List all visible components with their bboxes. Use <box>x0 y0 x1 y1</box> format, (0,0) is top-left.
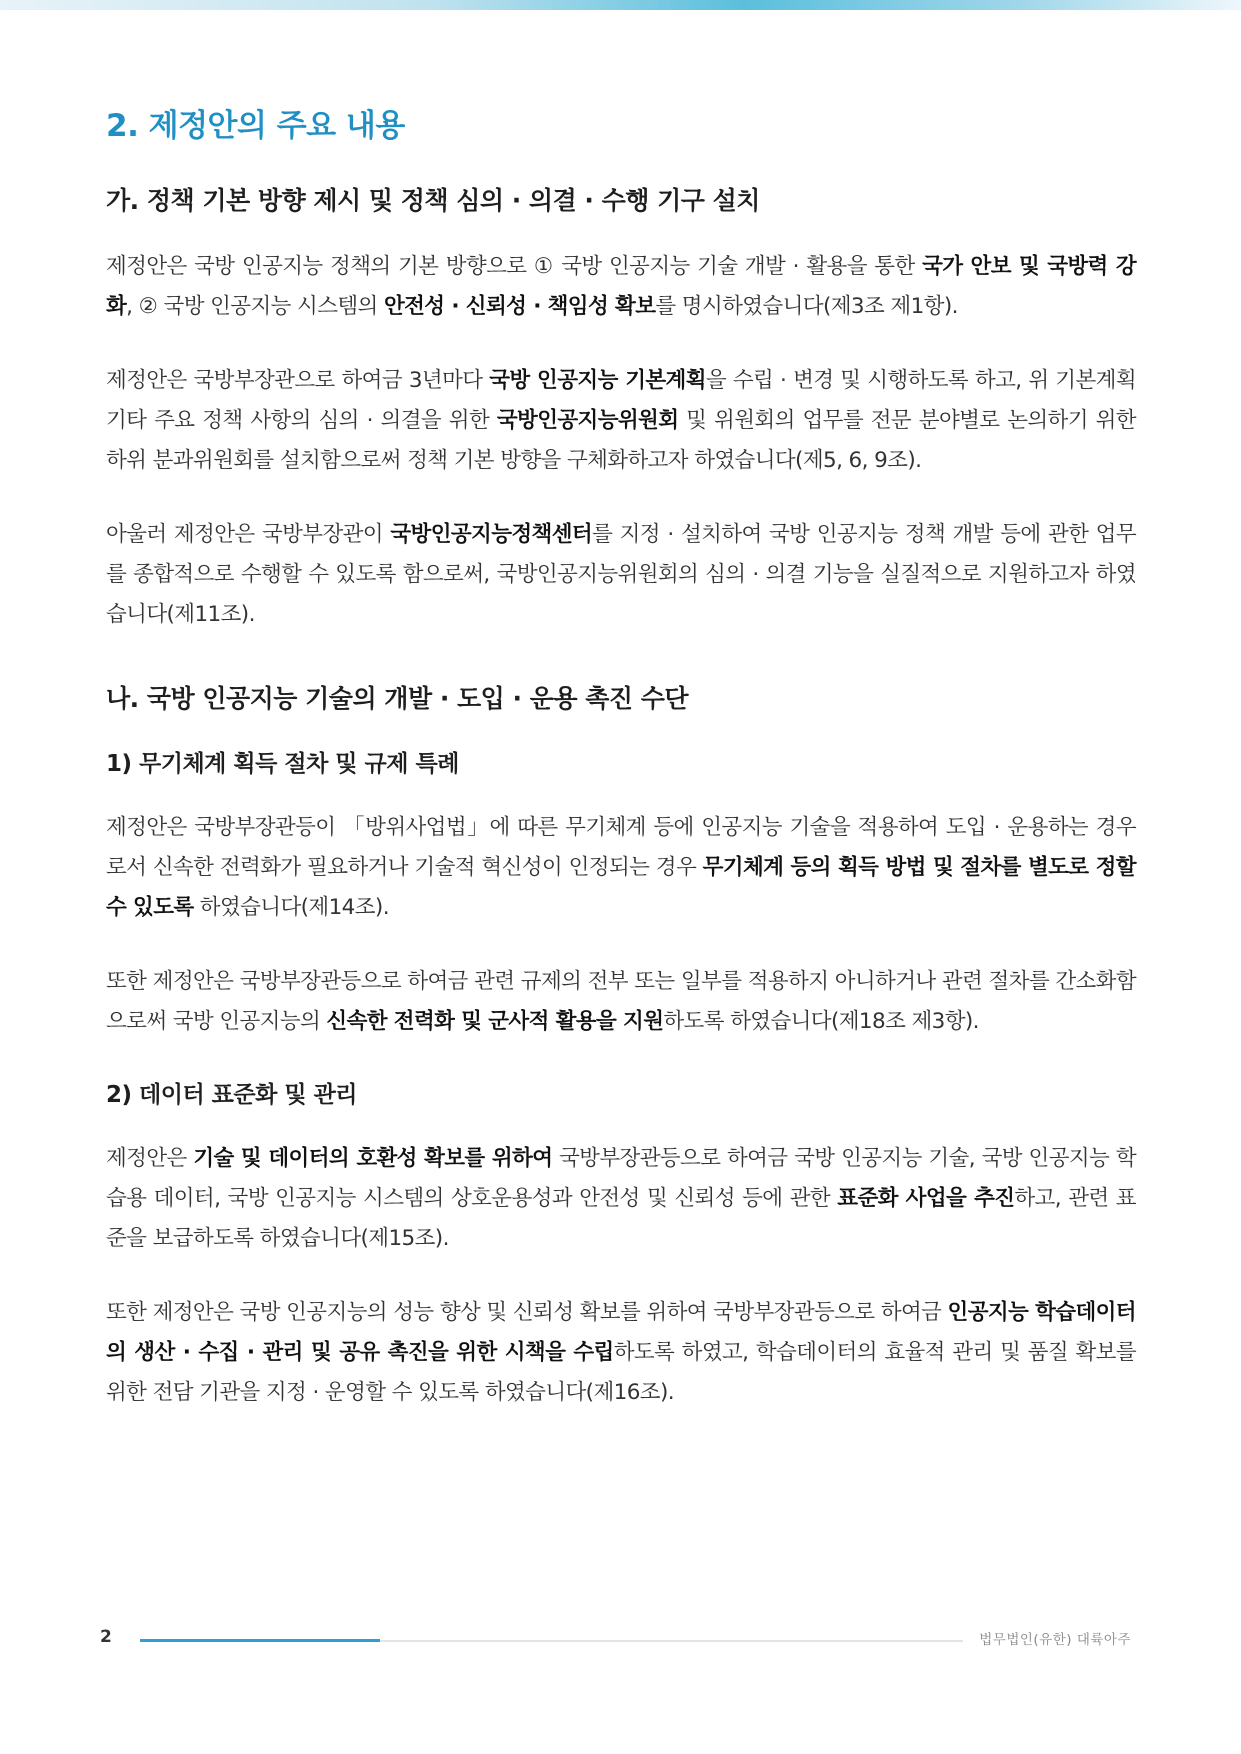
bold-run: 인공지능 학습데이터의 생산 · 수집 · 관리 및 공유 촉진을 위한 시책을 수립 <box>106 1300 1136 1365</box>
bold-run: 국방인공지능위원회 <box>496 408 679 433</box>
item-1-title: 1) 무기체계 획득 절차 및 규제 특례 <box>106 751 459 777</box>
paragraph-na-2-1 <box>106 1139 1136 1259</box>
top-gradient-band <box>0 0 1241 10</box>
text-run: 제정안은 국방부장관으로 하여금 3년마다 <box>106 368 490 393</box>
item-2-title: 2) 데이터 표준화 및 관리 <box>106 1082 358 1108</box>
subsection-ga-title: 가. 정책 기본 방향 제시 및 정책 심의 · 의결 · 수행 기구 설치 <box>106 186 760 215</box>
bold-run: 신속한 전력화 및 군사적 활용을 지원 <box>326 1009 664 1034</box>
text-run: , ② 국방 인공지능 시스템의 <box>126 294 384 319</box>
text-run: 하도록 하였고, 학습데이터의 효율적 관리 및 품질 확보를 위한 전담 기관을 지정 · 운영할 수 있도록 하였습니다(제16조). <box>106 1340 1136 1405</box>
paragraph-ga-2 <box>106 361 1136 481</box>
text-run: 를 지정 · 설치하여 국방 인공지능 정책 개발 등에 관한 업무를 종합적으로 수행할 수 있도록 함으로써, 국방인공지능위원회의 심의 · 의결 기능을 실질적으로 지원하고자 하였습니다(제11조). <box>106 522 1137 627</box>
text-run: 제정안은 <box>106 1146 194 1171</box>
subsection-na-title: 나. 국방 인공지능 기술의 개발 · 도입 · 운용 촉진 수단 <box>106 684 689 713</box>
paragraph-na-2-2 <box>106 1293 1136 1413</box>
firm-name: 법무법인(유한) 대륙아주 <box>979 1632 1131 1648</box>
text-run: 또한 제정안은 국방 인공지능의 성능 향상 및 신뢰성 확보를 위하여 국방부장관등으로 하여금 <box>106 1300 948 1325</box>
bold-run: 국방 인공지능 기본계획 <box>489 368 706 393</box>
document-body <box>106 100 1136 1447</box>
text-run: 하고, 관련 표준을 보급하도록 하였습니다(제15조). <box>106 1186 1136 1251</box>
section-title: 2. 제정안의 주요 내용 <box>106 108 405 144</box>
text-run: 국방부장관등으로 하여금 국방 인공지능 기술, 국방 인공지능 학습용 데이터, 국방 인공지능 시스템의 상호운용성과 안전성 및 신뢰성 등에 관한 <box>106 1146 1136 1211</box>
text-run: 을 수립 · 변경 및 시행하도록 하고, 위 기본계획 기타 주요 정책 사항의 심의 · 의결을 위한 <box>106 368 1136 433</box>
paragraph-na-1-1 <box>106 808 1136 928</box>
page-footer <box>0 1627 1241 1657</box>
bold-run: 안전성 · 신뢰성 · 책임성 확보 <box>383 294 656 319</box>
paragraph-na-1-2 <box>106 962 1136 1042</box>
page-number: 2 <box>100 1627 112 1647</box>
paragraph-ga-1 <box>106 247 1136 327</box>
text-run: 하였습니다(제14조). <box>193 895 389 920</box>
bold-run: 국방인공지능정책센터 <box>390 522 593 547</box>
text-run: 하도록 하였습니다(제18조 제3항). <box>663 1009 979 1034</box>
bold-run: 국가 안보 및 국방력 강화 <box>106 254 1136 319</box>
bold-run: 기술 및 데이터의 호환성 확보를 위하여 <box>193 1146 553 1171</box>
text-run: 제정안은 국방부장관등이 「방위사업법」에 따른 무기체계 등에 인공지능 기술을 적용하여 도입 · 운용하는 경우로서 신속한 전력화가 필요하거나 기술적 혁신성이 인정되는 경우 <box>106 815 1136 880</box>
text-run: 제정안은 국방 인공지능 정책의 기본 방향으로 ① 국방 인공지능 기술 개발 · 활용을 통한 <box>106 254 923 279</box>
bold-run: 표준화 사업을 추진 <box>837 1186 1015 1211</box>
bold-run: 무기체계 등의 획득 방법 및 절차를 별도로 정할 수 있도록 <box>106 855 1136 920</box>
paragraph-ga-3 <box>106 515 1136 635</box>
text-run: 를 명시하였습니다(제3조 제1항). <box>655 294 958 319</box>
footer-divider-accent <box>140 1639 380 1642</box>
text-run: 아울러 제정안은 국방부장관이 <box>106 522 391 547</box>
text-run: 및 위원회의 업무를 전문 분야별로 논의하기 위한 하위 분과위원회를 설치함으로써 정책 기본 방향을 구체화하고자 하였습니다(제5, 6, 9조). <box>106 408 1136 473</box>
text-run: 또한 제정안은 국방부장관등으로 하여금 관련 규제의 전부 또는 일부를 적용하지 아니하거나 관련 절차를 간소화함으로써 국방 인공지능의 <box>106 969 1136 1034</box>
